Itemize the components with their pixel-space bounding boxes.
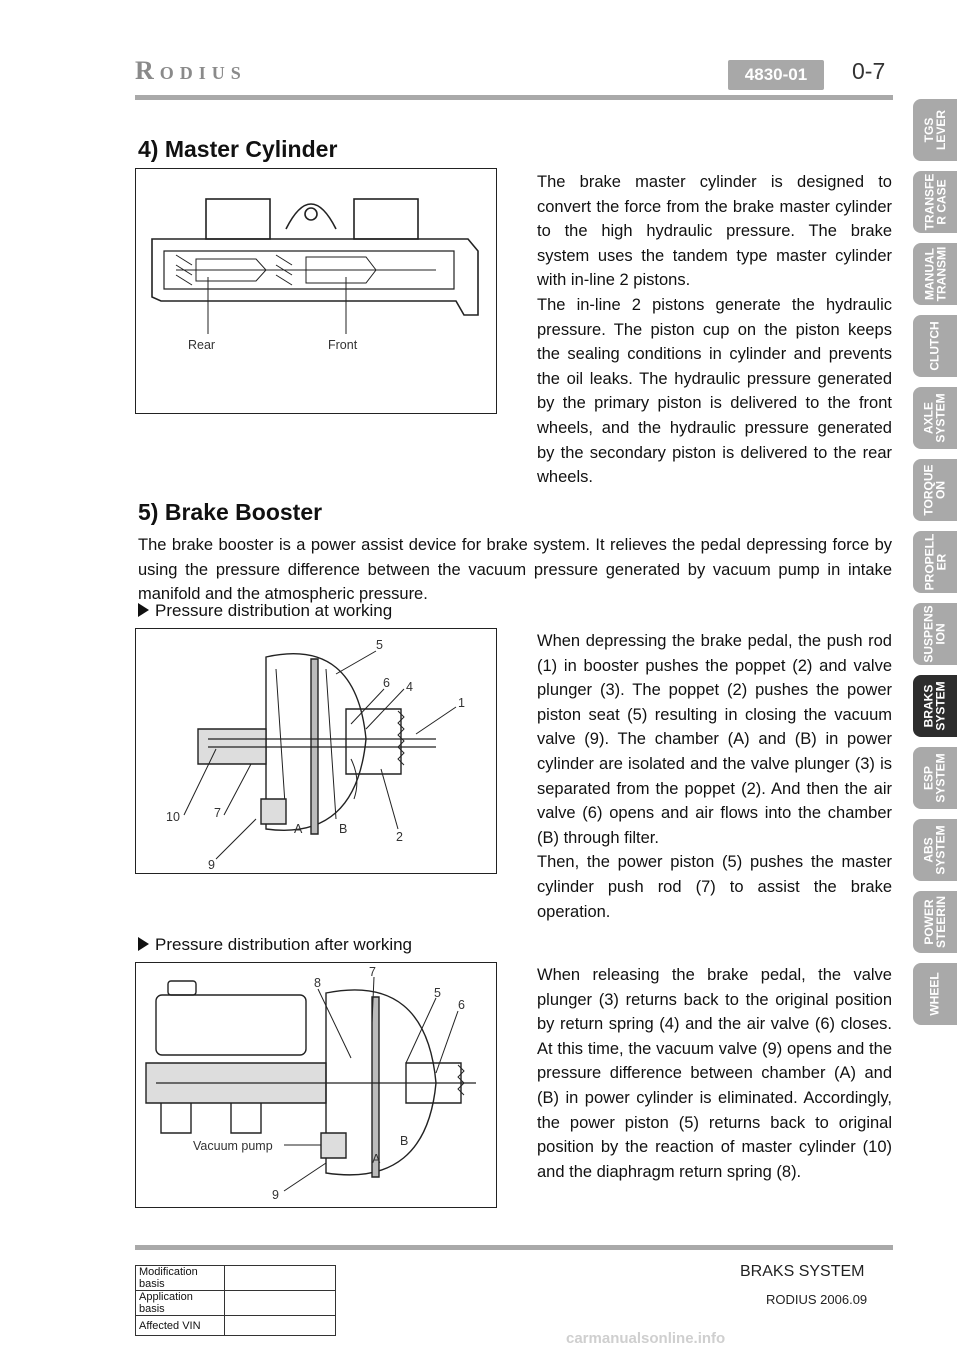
modification-basis-value (225, 1266, 336, 1291)
working-label-5: 5 (376, 638, 383, 652)
tab-power-steering[interactable] (913, 891, 957, 953)
master-cylinder-figure (135, 168, 497, 414)
tab-label: PROPELL ER (922, 533, 949, 591)
tab-label: TORQUE ON (922, 464, 948, 516)
working-label-9: 9 (208, 858, 215, 872)
header-rule (135, 95, 893, 100)
modification-table (135, 1265, 336, 1336)
tab-label: POWER STEERIN (922, 895, 949, 949)
master-cylinder-paragraph-1: The brake master cylinder is designed to convert the force from the brake master cylinder to the high hydraulic pressure. The brake system uses the tandem type master cylinder with in-line 2 pistons. (537, 173, 892, 290)
footer-model-date: RODIUS 2006.09 (766, 1292, 868, 1307)
working-label-4: 4 (406, 680, 413, 694)
after-subtitle (138, 935, 412, 955)
after-text: When releasing the brake pedal, the valve plunger (3) returns back to the original position by return spring (4) and the air valve (6) closes. At this time, the vacuum valve (9) opens and the pressure difference between chamber (A) and (B) in power cylinder is eliminated. Accordingly, the power piston (5) returns back to original position by the reaction of master cylinder (10) and the diaphragm return spring (8). (537, 966, 892, 1181)
tab-abs-system[interactable] (913, 819, 957, 881)
affected-vin-label: Affected VIN (136, 1316, 225, 1336)
footer-system-name: BRAKS SYSTEM (740, 1263, 865, 1280)
booster-after-figure (135, 962, 497, 1208)
working-subtitle-text: Pressure distribution at working (155, 601, 393, 620)
tab-label: AXLE SYSTEM (922, 393, 948, 443)
table-row (136, 1291, 336, 1316)
tab-axle-system[interactable] (913, 387, 957, 449)
triangle-bullet-icon (138, 603, 149, 617)
after-label-5: 5 (434, 986, 441, 1000)
after-label-a: A (372, 1152, 381, 1166)
vacuum-pump-label: Vacuum pump (193, 1139, 273, 1153)
tab-clutch[interactable] (913, 315, 957, 377)
working-paragraph-2: Then, the power piston (5) pushes the master cylinder push rod (7) to assist the brake operation. (537, 853, 892, 921)
working-label-10: 10 (166, 810, 180, 824)
master-cylinder-diagram (136, 169, 496, 413)
working-label-1: 1 (458, 696, 465, 710)
after-label-9: 9 (272, 1188, 279, 1202)
working-paragraph-1: When depressing the brake pedal, the push rod (1) in booster pushes the poppet (2) and valve plunger (3). The poppet (2) pushes the power piston seat (5) resulting in closing the vacuum valve (9). The chamber (A) and (B) in power cylinder are isolated and the valve plunger (3) is separated from the poppet (2). And then the air valve (6) opens and air flows into the chamber (B) through filter. (537, 632, 892, 847)
tab-label: WHEEL (928, 972, 942, 1016)
rear-label: Rear (188, 338, 216, 352)
application-basis-label: Application basis (136, 1291, 225, 1316)
master-cylinder-paragraph-2: The in-line 2 pistons generate the hydraulic pressure. The piston cup on the piston keeps the sealing conditions in cylinder and prevents the oil leaks. The hydraulic pressure generated by the primary piston is delivered to the front wheels, and the hydraulic pressure generated by the secondary piston is delivered to the rear wheels. (537, 295, 892, 487)
tab-transfer-case[interactable] (913, 171, 957, 233)
working-label-6: 6 (383, 676, 390, 690)
tab-label: SUSPENS ION (922, 605, 949, 663)
triangle-bullet-icon (138, 937, 149, 951)
working-label-b: B (339, 822, 348, 836)
after-label-8: 8 (314, 976, 321, 990)
tab-label: MANUAL TRANSMI (922, 246, 949, 302)
tab-label: BRAKS SYSTEM (922, 681, 948, 731)
working-text (537, 629, 892, 924)
after-label-b: B (400, 1134, 409, 1148)
tab-torque-on[interactable] (913, 459, 957, 521)
after-label-6: 6 (458, 998, 465, 1012)
master-cylinder-heading: 4) Master Cylinder (138, 136, 338, 162)
brake-booster-intro: The brake booster is a power assist device for brake system. It relieves the pedal depressing force by using the pressure difference between the vacuum pressure generated by vacuum pump in intake manifold and the atmospheric pressure. (138, 536, 892, 604)
brake-booster-heading: 5) Brake Booster (138, 499, 323, 525)
tab-wheel[interactable] (913, 963, 957, 1025)
affected-vin-value (225, 1316, 336, 1336)
page-number: 0-7 (852, 58, 886, 84)
booster-after-diagram (136, 963, 496, 1207)
after-label-7: 7 (369, 965, 376, 979)
working-label-a: A (294, 822, 303, 836)
table-row (136, 1266, 336, 1291)
master-cylinder-text (537, 170, 892, 490)
booster-working-diagram (136, 629, 496, 873)
application-basis-value (225, 1291, 336, 1316)
table-row (136, 1316, 336, 1336)
tab-esp-system[interactable] (913, 747, 957, 809)
tab-label: ABS SYSTEM (922, 825, 948, 875)
working-subtitle (138, 601, 392, 621)
tab-tgs-lever[interactable] (913, 99, 957, 161)
tab-suspension[interactable] (913, 603, 957, 665)
booster-working-figure (135, 628, 497, 874)
tab-label: TRANSFE R CASE (922, 173, 949, 231)
tab-braks-system[interactable] (913, 675, 957, 737)
working-label-7: 7 (214, 806, 221, 820)
tab-propeller[interactable] (913, 531, 957, 593)
front-label: Front (328, 338, 358, 352)
modification-basis-label: Modification basis (136, 1266, 225, 1291)
section-code-badge: 4830-01 (728, 60, 824, 90)
tab-manual-transmission[interactable] (913, 243, 957, 305)
working-label-2: 2 (396, 830, 403, 844)
tab-label: CLUTCH (928, 321, 943, 371)
watermark: carmanualsonline.info (566, 1330, 726, 1347)
brand-logo: Rodius (135, 56, 247, 85)
after-subtitle-text: Pressure distribution after working (155, 935, 413, 954)
tab-label: ESP SYSTEM (922, 753, 948, 803)
footer-rule (135, 1245, 893, 1250)
tab-label: TGS LEVER (921, 109, 948, 151)
